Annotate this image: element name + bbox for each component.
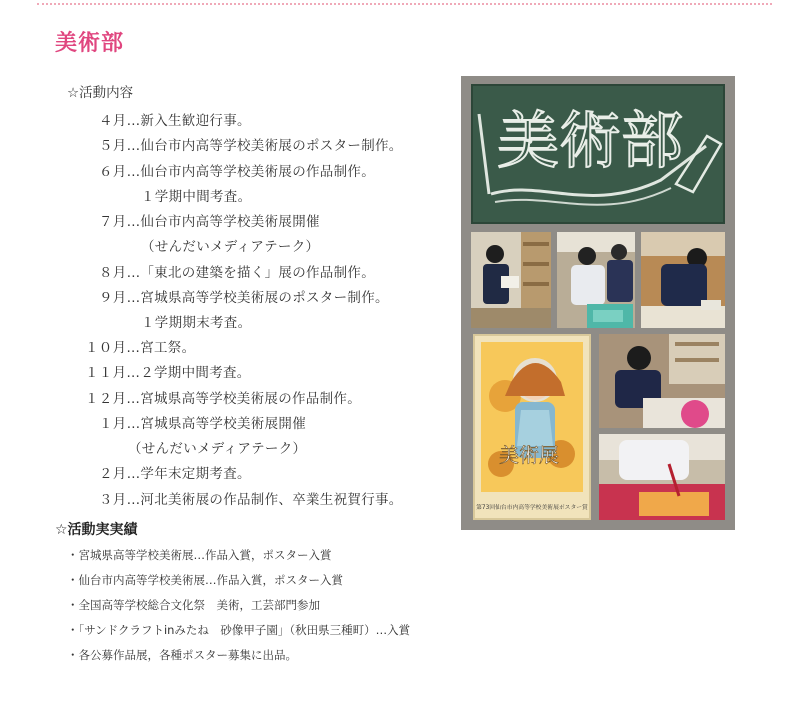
achievement-item: ・「サンドクラフトinみたね 砂像甲子園」（秋田県三種町）…入賞 — [67, 623, 411, 637]
schedule-row: １１月…２学期中間考査。 — [85, 365, 251, 381]
schedule-row: ３月…河北美術展の作品制作、卒業生祝賀行事。 — [99, 492, 403, 508]
schedule-row: ４月…新入生歓迎行事。 — [99, 113, 251, 129]
schedule-row: （せんだいメディアテーク） — [128, 441, 307, 457]
schedule-row: １２月…宮城県高等学校美術展の作品制作。 — [85, 391, 361, 407]
photo-student-drawing — [641, 232, 725, 328]
photo-hand-painting — [599, 434, 725, 520]
blackboard-text: 美術部 — [497, 104, 684, 177]
achievement-item: ・全国高等学校総合文化祭 美術，工芸部門参加 — [67, 598, 320, 612]
top-dotted-divider — [37, 3, 772, 5]
blackboard-photo — [471, 84, 725, 224]
schedule-row: １月…宮城県高等学校美術展開催 — [99, 416, 306, 432]
exhibition-poster — [473, 334, 591, 520]
achievement-item: ・仙台市内高等学校美術展…作品入賞，ポスター入賞 — [67, 573, 343, 587]
achievement-item: ・各公募作品展，各種ポスター募集に出品。 — [67, 648, 297, 662]
chalk-drawing — [471, 84, 725, 224]
schedule-row: ７月…仙台市内高等学校美術展開催 — [99, 214, 320, 230]
photo-student-reading — [471, 232, 551, 328]
schedule-row: ９月…宮城県高等学校美術展のポスター制作。 — [99, 290, 389, 306]
schedule-row: ８月…「東北の建築を描く」展の作品制作。 — [99, 265, 375, 281]
schedule-row: ５月…仙台市内高等学校美術展のポスター制作。 — [99, 138, 403, 154]
poster-title: 美術展 — [499, 443, 559, 467]
photo-collage — [461, 76, 735, 530]
activities-heading: ☆活動内容 — [67, 85, 134, 101]
page-title: 美術部 — [55, 31, 125, 56]
schedule-row: １学期期末考査。 — [141, 315, 252, 331]
poster-caption: 第73回仙台市内高等学校美術展ポスター賞 — [476, 505, 588, 511]
photo-student-coloring — [599, 334, 725, 428]
schedule-row: ６月…仙台市内高等学校美術展の作品制作。 — [99, 164, 375, 180]
schedule-row: １学期中間考査。 — [141, 189, 252, 205]
photo-students-painting — [557, 232, 635, 328]
schedule-row: １０月…宮工祭。 — [85, 340, 196, 356]
achievement-item: ・宮城県高等学校美術展…作品入賞，ポスター入賞 — [67, 548, 332, 562]
schedule-row: （せんだいメディアテーク） — [141, 239, 320, 255]
schedule-row: ２月…学年末定期考査。 — [99, 466, 251, 482]
achievements-heading: ☆活動実実績 — [55, 522, 138, 538]
